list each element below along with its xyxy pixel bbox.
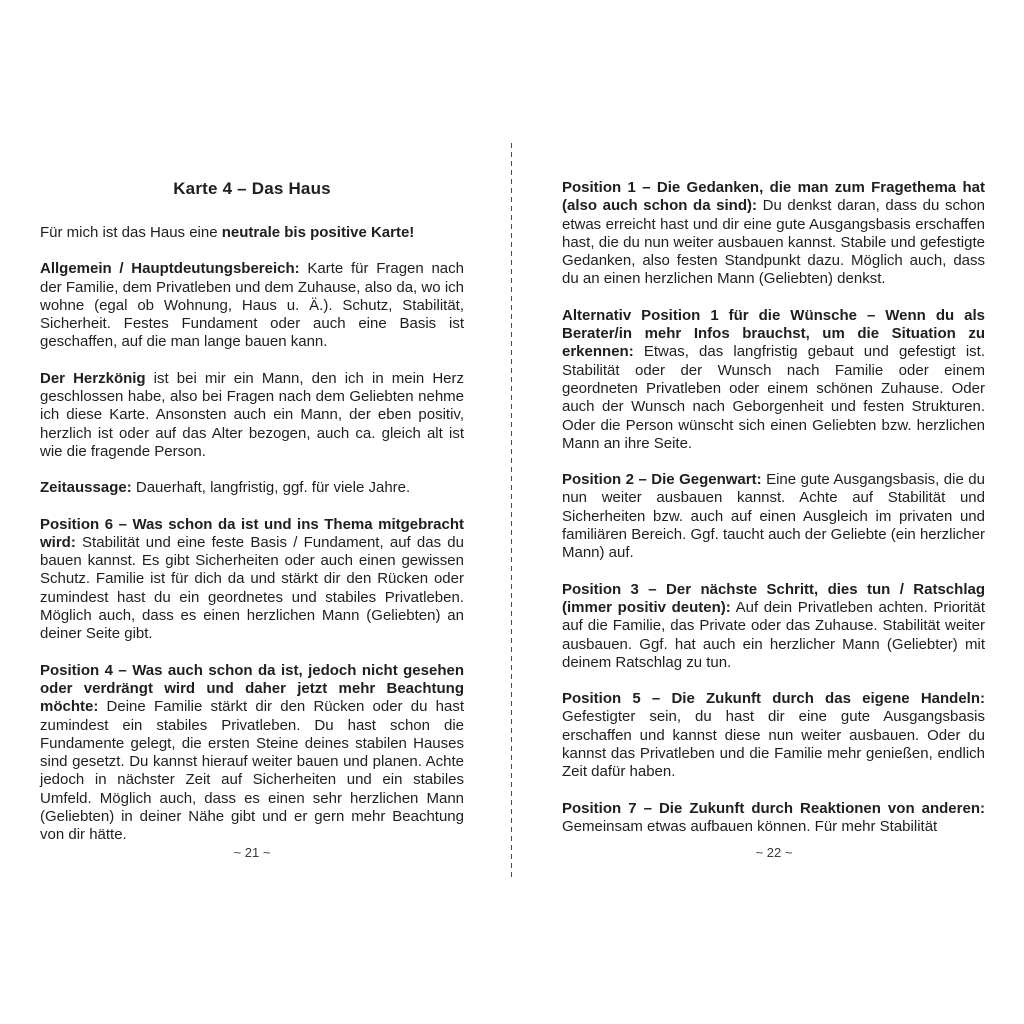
right-page-column bbox=[562, 179, 985, 854]
paragraph-text: Dauerhaft, langfristig, ggf. für viele Jahre. bbox=[131, 479, 411, 497]
paragraph-lead: Position 1 – Die Gedanken, die man zum Fragethema hat (also auch schon da sind): bbox=[562, 179, 985, 215]
paragraph-position-3 bbox=[562, 581, 985, 672]
paragraph-position-1 bbox=[562, 179, 985, 289]
paragraph-lead: Position 3 – Der nächste Schritt, dies tun / Ratschlag (immer positiv deuten): bbox=[562, 580, 985, 616]
paragraph-text: Gefestigter sein, du hast dir eine gute Ausgangsbasis erschaffen und kannst diese nun weiter ausbauen. Oder du kannst das Privatleben und die Familie mehr genießen, endlich Zeit dafür haben. bbox=[562, 708, 985, 781]
paragraph-position-2 bbox=[562, 471, 985, 562]
paragraph-bold-text: neutrale bis positive Karte! bbox=[221, 224, 415, 241]
page-fold-divider bbox=[511, 143, 512, 880]
page-title: Karte 4 – Das Haus bbox=[173, 179, 331, 198]
paragraph-lead: Position 6 – Was schon da ist und ins Thema mitgebracht wird: bbox=[40, 515, 464, 551]
paragraph-lead: Der Herzkönig bbox=[40, 369, 146, 387]
paragraph-lead: Position 2 – Die Gegenwart: bbox=[562, 471, 762, 489]
paragraph-lead: Zeitaussage: bbox=[40, 479, 132, 497]
paragraph-text: ist bei mir ein Mann, den ich in mein Herz geschlossen habe, also bei Fragen nach dem Geliebten nehme ich diese Karte. Ansonsten auch ein Mann, der eben positiv, herzlich ist oder auf das Alter bezogen, auch ca. gleich alt ist wie die fragende Person. bbox=[40, 369, 464, 460]
paragraph-alternativ-position-1 bbox=[562, 307, 985, 453]
paragraph-lead: Position 7 – Die Zukunft durch Reaktionen von anderen: bbox=[562, 799, 985, 817]
paragraph-lead: Position 5 – Die Zukunft durch das eigene Handeln: bbox=[562, 690, 985, 708]
paragraph-text: Gemeinsam etwas aufbauen können. Für mehr Stabilität bbox=[562, 817, 938, 835]
paragraph-lead: Alternativ Position 1 für die Wünsche – Wenn du als Berater/in mehr Infos brauchst, um die Situation zu erkennen: bbox=[562, 306, 985, 361]
paragraph-text: Auf dein Privatleben achten. Priorität auf die Familie, das Private oder das Zuhause. Stabilität weiter ausbauen. Ggf. hat auch ein herzlicher Mann (Geliebter) mit deinem Ratschlag zu tun. bbox=[562, 598, 986, 671]
paragraph-lead: Position 4 – Was auch schon da ist, jedoch nicht gesehen oder verdrängt wird und daher jetzt mehr Beachtung möchte: bbox=[40, 661, 464, 716]
paragraph-text: Etwas, das langfristig gebaut und gefestigt ist. Stabilität oder der Wunsch nach Familie oder einem geordneten Privatleben oder einem schönen Zuhause. Oder auch der Wunsch nach Geborgenheit und festen Strukturen. Oder die Person wünscht sich einen Geliebten bzw. herzlichen Mann an ihre Seite. bbox=[562, 343, 985, 452]
paragraph-herzkoenig bbox=[40, 370, 464, 461]
paragraph-position-5 bbox=[562, 690, 985, 781]
paragraph-text: Karte für Fragen nach der Familie, dem Privatleben und dem Zuhause, also da, wo ich wohne (egal ob Wohnung, Haus u. Ä.). Schutz, Stabilität, Sicherheit. Festes Fundament oder auch eine Basis ist geschaffen, auf die man lange bauen kann. bbox=[40, 260, 464, 351]
paragraph-position-4 bbox=[40, 662, 464, 845]
paragraph-text: Eine gute Ausgangsbasis, die du nun weiter ausbauen kannst. Achte auf Stabilität und Sicherheiten bzw. auch auf einen Ausgleich im privaten und familiären Bereich. Ggf. taucht auch der Geliebte (ein herzlicher Mann) auf. bbox=[562, 471, 985, 562]
paragraph-text: Für mich ist das Haus eine bbox=[40, 224, 222, 241]
paragraph-text: Du denkst daran, dass du schon etwas erreicht hast und dir eine gute Ausgangsbasis erschaffen hast, die du nun weiter ausbauen kannst. Stabile und gefestigte Gedanken, also festen Standpunkt dazu. Möglich auch, dass du an einen herzlichen Mann (Geliebten) denkst. bbox=[562, 197, 985, 288]
page-number-left: ~ 21 ~ bbox=[233, 845, 271, 860]
paragraph-position-6 bbox=[40, 516, 464, 644]
paragraph-position-7 bbox=[562, 800, 985, 837]
left-page-column bbox=[40, 179, 464, 863]
paragraph-text: Deine Familie stärkt dir den Rücken oder du hast zumindest ein stabiles Privatleben. Du hast schon die Fundamente gelegt, die ersten Steine deines stabilen Hauses sind gesetzt. Du kannst hierauf weiter bauen und planen. Achte jedoch in nächster Zeit auf Sicherheiten und ein stabiles Umfeld. Möglich auch, dass es einen sehr herzlichen Mann (Geliebten) in deiner Nähe gibt und er gern mehr Beachtung von dir hätte. bbox=[40, 698, 464, 844]
page-number-right: ~ 22 ~ bbox=[755, 845, 793, 860]
paragraph-lead: Allgemein / Hauptdeutungsbereich: bbox=[40, 260, 300, 278]
paragraph-intro bbox=[40, 224, 464, 242]
paragraph-zeitaussage bbox=[40, 479, 464, 497]
paragraph-allgemein bbox=[40, 260, 464, 351]
paragraph-text: Stabilität und eine feste Basis / Fundament, auf das du bauen kannst. Es gibt Sicherheiten oder auch einen gewissen Schutz. Familie ist für dich da und stärkt dir den Rücken oder zumindest hast du ein geordnetes und stabiles Privatleben. Möglich auch, dass es einen herzlichen Mann (Geliebten) an deiner Seite gibt. bbox=[40, 533, 464, 643]
